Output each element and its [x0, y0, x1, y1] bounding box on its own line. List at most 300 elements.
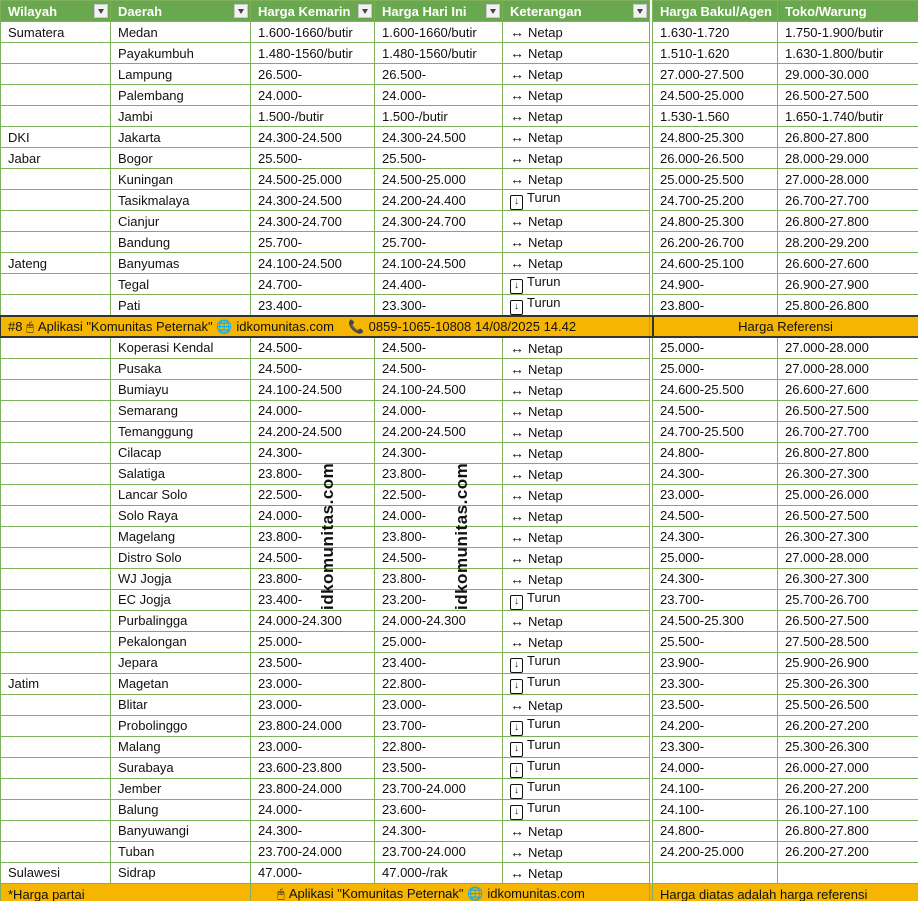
cell-toko-warung: 26.300-27.300	[778, 568, 918, 589]
cell-keterangan	[503, 127, 650, 148]
table-row	[1, 379, 918, 400]
cell-keterangan	[503, 631, 650, 652]
cell-toko-warung: 25.500-26.500	[778, 694, 918, 715]
table-row	[1, 232, 918, 253]
cell-harga-bakul: 25.000-25.500	[653, 169, 778, 190]
keterangan-label: Netap	[528, 109, 563, 124]
cell-daerah: Tuban	[111, 841, 251, 862]
left-right-arrow-icon: ↔	[510, 549, 524, 566]
cell-harga-hari-ini: 23.800-	[375, 526, 503, 547]
left-right-arrow-icon: ↔	[510, 234, 524, 250]
cell-toko-warung: 27.500-28.500	[778, 631, 918, 652]
cell-harga-kemarin: 24.500-	[251, 358, 375, 379]
cell-wilayah	[1, 211, 111, 232]
cell-daerah: Distro Solo	[111, 547, 251, 568]
globe-icon: 🌐	[467, 886, 484, 901]
filter-dropdown-icon[interactable]	[94, 4, 108, 18]
cell-harga-bakul: 24.800-	[653, 442, 778, 463]
cell-toko-warung: 25.000-26.000	[778, 484, 918, 505]
cell-harga-bakul: 24.800-25.300	[653, 127, 778, 148]
left-right-arrow-icon: ↔	[510, 45, 524, 61]
cell-harga-hari-ini: 24.200-24.400	[375, 190, 503, 211]
cell-harga-kemarin: 1.480-1560/butir	[251, 43, 375, 64]
cell-harga-hari-ini: 24.100-24.500	[375, 379, 503, 400]
cell-harga-bakul: 24.200-	[653, 715, 778, 736]
table-row	[1, 22, 918, 43]
cell-toko-warung: 25.900-26.900	[778, 652, 918, 673]
table-row	[1, 295, 918, 317]
left-right-arrow-icon: ↔	[510, 465, 524, 482]
cell-toko-warung: 25.300-26.300	[778, 736, 918, 757]
cell-harga-bakul: 24.600-25.500	[653, 379, 778, 400]
cell-keterangan	[503, 715, 650, 736]
cell-keterangan	[503, 232, 650, 253]
cell-harga-kemarin: 1.600-1660/butir	[251, 22, 375, 43]
cell-harga-bakul: 24.500-25.300	[653, 610, 778, 631]
cell-keterangan	[503, 736, 650, 757]
cell-keterangan	[503, 547, 650, 568]
cell-harga-hari-ini: 23.800-	[375, 568, 503, 589]
left-right-arrow-icon: ↔	[510, 486, 524, 503]
watermark-text: idkomunitas.com	[452, 462, 471, 610]
cell-harga-hari-ini: 22.500-	[375, 484, 503, 505]
cell-harga-kemarin: 23.400-	[251, 589, 375, 610]
cell-harga-hari-ini: 24.100-24.500	[375, 253, 503, 274]
cell-wilayah	[1, 547, 111, 568]
keterangan-label: Netap	[528, 823, 563, 839]
cell-daerah: Solo Raya	[111, 505, 251, 526]
cell-toko-warung: 26.100-27.100	[778, 799, 918, 820]
cell-harga-kemarin: 23.000-	[251, 736, 375, 757]
cell-harga-hari-ini: 24.500-25.000	[375, 169, 503, 190]
cell-daerah: Bumiayu	[111, 379, 251, 400]
cell-harga-kemarin: 24.000-	[251, 799, 375, 820]
cell-harga-bakul	[653, 862, 778, 883]
table-row	[1, 652, 918, 673]
cell-harga-bakul: 25.000-	[653, 547, 778, 568]
cell-harga-kemarin: 25.000-	[251, 631, 375, 652]
cell-toko-warung: 28.200-29.200	[778, 232, 918, 253]
keterangan-label: Netap	[528, 634, 563, 650]
left-right-arrow-icon: ↔	[510, 66, 524, 82]
phone-icon: 📞	[348, 318, 365, 334]
keterangan-label: Netap	[528, 361, 563, 377]
table-row	[1, 799, 918, 820]
header-label: Wilayah	[8, 3, 58, 19]
cell-harga-hari-ini: 24.300-24.700	[375, 211, 503, 232]
cell-harga-hari-ini: 24.300-	[375, 442, 503, 463]
left-right-arrow-icon: ↔	[510, 528, 524, 545]
cell-toko-warung: 27.000-28.000	[778, 358, 918, 379]
keterangan-label: Turun	[527, 799, 561, 815]
footer-website[interactable]: idkomunitas.com	[487, 886, 585, 901]
keterangan-label: Netap	[528, 445, 563, 461]
table-row	[1, 400, 918, 421]
table-row	[1, 43, 918, 64]
cell-keterangan	[503, 505, 650, 526]
cell-harga-hari-ini: 24.500-	[375, 358, 503, 379]
cell-toko-warung: 26.600-27.600	[778, 253, 918, 274]
header-label: Daerah	[118, 3, 163, 19]
cell-harga-kemarin: 24.100-24.500	[251, 253, 375, 274]
cell-toko-warung: 26.500-27.500	[778, 610, 918, 631]
cell-harga-bakul: 24.700-25.200	[653, 190, 778, 211]
cell-daerah: Probolinggo	[111, 715, 251, 736]
cell-harga-bakul: 25.500-	[653, 631, 778, 652]
keterangan-label: Turun	[527, 778, 561, 794]
cell-harga-hari-ini: 24.000-	[375, 400, 503, 421]
cell-keterangan	[503, 400, 650, 421]
cell-harga-bakul: 27.000-27.500	[653, 64, 778, 85]
left-right-arrow-icon: ↔	[510, 633, 524, 650]
cell-daerah: Tegal	[111, 274, 251, 295]
down-arrow-icon: ↓	[510, 595, 523, 610]
cell-harga-bakul: 24.800-	[653, 820, 778, 841]
cell-wilayah	[1, 526, 111, 547]
cell-toko-warung: 1.750-1.900/butir	[778, 22, 918, 43]
cell-harga-hari-ini: 23.600-	[375, 799, 503, 820]
keterangan-label: Turun	[527, 589, 561, 605]
footer-row	[1, 883, 918, 901]
left-right-arrow-icon: ↔	[510, 360, 524, 377]
keterangan-label: Netap	[528, 487, 563, 503]
cell-keterangan	[503, 694, 650, 715]
cell-harga-kemarin: 24.500-	[251, 337, 375, 358]
cell-harga-bakul: 25.000-	[653, 358, 778, 379]
keterangan-label: Netap	[528, 214, 563, 229]
cell-wilayah	[1, 421, 111, 442]
cell-wilayah	[1, 694, 111, 715]
cell-harga-hari-ini: 23.700-	[375, 715, 503, 736]
cell-toko-warung: 26.500-27.500	[778, 505, 918, 526]
cell-daerah: Lancar Solo	[111, 484, 251, 505]
cell-harga-bakul: 24.500-	[653, 505, 778, 526]
cell-keterangan	[503, 526, 650, 547]
watermark-text: idkomunitas.com	[318, 462, 337, 610]
cell-wilayah	[1, 715, 111, 736]
cell-wilayah: Sumatera	[1, 22, 111, 43]
keterangan-label: Netap	[528, 424, 563, 440]
table-row	[1, 673, 918, 694]
header-harga-kemarin	[251, 1, 375, 22]
cell-daerah: EC Jogja	[111, 589, 251, 610]
banner-phone: 0859-1065-10808	[368, 318, 472, 334]
cell-daerah: Tasikmalaya	[111, 190, 251, 211]
table-row	[1, 169, 918, 190]
left-right-arrow-icon: ↔	[510, 129, 524, 145]
cell-harga-bakul: 24.000-	[653, 757, 778, 778]
cell-wilayah	[1, 778, 111, 799]
table-row	[1, 148, 918, 169]
cell-toko-warung	[778, 862, 918, 883]
cell-toko-warung: 26.200-27.200	[778, 715, 918, 736]
cell-harga-bakul: 24.500-25.000	[653, 85, 778, 106]
cell-daerah: Blitar	[111, 694, 251, 715]
table-row	[1, 862, 918, 883]
cell-keterangan	[503, 274, 650, 295]
cell-keterangan	[503, 295, 650, 317]
keterangan-label: Netap	[528, 508, 563, 524]
cell-keterangan	[503, 169, 650, 190]
cell-toko-warung: 25.300-26.300	[778, 673, 918, 694]
table-row	[1, 127, 918, 148]
cell-harga-kemarin: 23.400-	[251, 295, 375, 317]
cell-harga-kemarin: 24.100-24.500	[251, 379, 375, 400]
cell-harga-bakul: 1.630-1.720	[653, 22, 778, 43]
cell-harga-kemarin: 24.000-	[251, 505, 375, 526]
keterangan-label: Netap	[528, 529, 563, 545]
keterangan-label: Netap	[528, 550, 563, 566]
cell-harga-kemarin: 23.000-	[251, 694, 375, 715]
cell-harga-kemarin: 23.800-24.000	[251, 778, 375, 799]
cell-toko-warung: 26.300-27.300	[778, 463, 918, 484]
cell-toko-warung: 26.800-27.800	[778, 211, 918, 232]
cell-harga-kemarin: 22.500-	[251, 484, 375, 505]
cell-keterangan	[503, 22, 650, 43]
cell-harga-hari-ini: 24.500-	[375, 547, 503, 568]
cell-toko-warung: 26.500-27.500	[778, 85, 918, 106]
cell-harga-kemarin: 26.500-	[251, 64, 375, 85]
cell-wilayah	[1, 64, 111, 85]
table-row	[1, 841, 918, 862]
cell-harga-hari-ini: 25.700-	[375, 232, 503, 253]
keterangan-label: Netap	[528, 697, 563, 713]
cell-daerah: Balung	[111, 799, 251, 820]
cell-keterangan	[503, 379, 650, 400]
filter-dropdown-icon[interactable]	[486, 4, 500, 18]
cell-daerah: Palembang	[111, 85, 251, 106]
cell-daerah: Jember	[111, 778, 251, 799]
keterangan-label: Turun	[527, 673, 561, 689]
table-row	[1, 64, 918, 85]
cell-wilayah	[1, 295, 111, 317]
cell-daerah: Surabaya	[111, 757, 251, 778]
cell-harga-hari-ini: 24.300-	[375, 820, 503, 841]
keterangan-label: Netap	[528, 88, 563, 103]
cell-harga-bakul: 24.300-	[653, 526, 778, 547]
cell-keterangan	[503, 337, 650, 358]
cell-harga-kemarin: 23.700-24.000	[251, 841, 375, 862]
table-row	[1, 694, 918, 715]
cell-daerah: Jakarta	[111, 127, 251, 148]
left-right-arrow-icon: ↔	[510, 507, 524, 524]
cell-wilayah	[1, 505, 111, 526]
cell-harga-kemarin: 47.000-	[251, 862, 375, 883]
cell-daerah: Cilacap	[111, 442, 251, 463]
reference-label: Harga Referensi	[653, 316, 918, 337]
left-right-arrow-icon: ↔	[510, 444, 524, 461]
table-row	[1, 778, 918, 799]
cell-harga-kemarin: 24.300-	[251, 442, 375, 463]
cell-keterangan	[503, 85, 650, 106]
keterangan-label: Netap	[528, 340, 563, 356]
cell-harga-bakul: 23.300-	[653, 736, 778, 757]
cell-harga-hari-ini: 23.700-24.000	[375, 778, 503, 799]
cell-harga-bakul: 23.000-	[653, 484, 778, 505]
left-right-arrow-icon: ↔	[510, 864, 524, 881]
cell-daerah: Magelang	[111, 526, 251, 547]
cell-harga-bakul: 24.100-	[653, 778, 778, 799]
down-arrow-icon: ↓	[510, 658, 523, 673]
cell-wilayah	[1, 820, 111, 841]
cell-wilayah: Jatim	[1, 673, 111, 694]
cell-keterangan	[503, 589, 650, 610]
cell-harga-kemarin: 23.800-	[251, 568, 375, 589]
cell-wilayah	[1, 841, 111, 862]
cell-keterangan	[503, 568, 650, 589]
cell-harga-hari-ini: 23.400-	[375, 652, 503, 673]
header-label: Toko/Warung	[785, 3, 867, 19]
left-right-arrow-icon: ↔	[510, 213, 524, 229]
keterangan-label: Turun	[527, 652, 561, 668]
cell-keterangan	[503, 463, 650, 484]
cell-wilayah	[1, 484, 111, 505]
cell-daerah: Lampung	[111, 64, 251, 85]
header-toko-warung	[778, 1, 918, 22]
table-row	[1, 253, 918, 274]
table-row	[1, 736, 918, 757]
cell-harga-hari-ini: 23.300-	[375, 295, 503, 317]
keterangan-label: Turun	[527, 736, 561, 752]
keterangan-label: Netap	[528, 403, 563, 419]
header-label: Harga Bakul/Agen	[660, 3, 772, 19]
cell-keterangan	[503, 253, 650, 274]
cell-harga-hari-ini: 24.000-	[375, 505, 503, 526]
header-keterangan	[503, 1, 650, 22]
cell-harga-bakul: 23.500-	[653, 694, 778, 715]
cell-harga-kemarin: 24.000-	[251, 85, 375, 106]
left-right-arrow-icon: ↔	[510, 843, 524, 860]
cell-harga-bakul: 24.600-25.100	[653, 253, 778, 274]
cell-keterangan	[503, 358, 650, 379]
keterangan-label: Netap	[528, 46, 563, 61]
keterangan-label: Netap	[528, 571, 563, 587]
cell-harga-bakul: 26.200-26.700	[653, 232, 778, 253]
cell-wilayah	[1, 337, 111, 358]
cell-daerah: Medan	[111, 22, 251, 43]
cell-wilayah	[1, 442, 111, 463]
keterangan-label: Netap	[528, 466, 563, 482]
down-arrow-icon: ↓	[510, 679, 523, 694]
cell-harga-kemarin: 24.300-	[251, 820, 375, 841]
left-right-arrow-icon: ↔	[510, 150, 524, 166]
left-right-arrow-icon: ↔	[510, 87, 524, 103]
cell-keterangan	[503, 862, 650, 883]
left-right-arrow-icon: ↔	[510, 696, 524, 713]
filter-dropdown-icon[interactable]	[633, 4, 647, 18]
down-arrow-icon: ↓	[510, 763, 523, 778]
cell-wilayah	[1, 757, 111, 778]
cell-wilayah	[1, 274, 111, 295]
keterangan-label: Netap	[528, 235, 563, 250]
cell-daerah: Malang	[111, 736, 251, 757]
cell-daerah: Payakumbuh	[111, 43, 251, 64]
cell-harga-kemarin: 1.500-/butir	[251, 106, 375, 127]
header-wilayah	[1, 1, 111, 22]
left-right-arrow-icon: ↔	[510, 24, 524, 40]
keterangan-label: Netap	[528, 613, 563, 629]
down-arrow-icon: ↓	[510, 784, 523, 799]
calculator-icon: 🖰	[277, 886, 285, 901]
cell-harga-kemarin: 23.600-23.800	[251, 757, 375, 778]
filter-dropdown-icon[interactable]	[358, 4, 372, 18]
cell-wilayah: Sulawesi	[1, 862, 111, 883]
cell-wilayah	[1, 463, 111, 484]
cell-harga-kemarin: 24.200-24.500	[251, 421, 375, 442]
cell-keterangan	[503, 820, 650, 841]
keterangan-label: Turun	[527, 715, 561, 731]
cell-wilayah	[1, 799, 111, 820]
cell-daerah: Salatiga	[111, 463, 251, 484]
cell-wilayah: Jabar	[1, 148, 111, 169]
filter-dropdown-icon[interactable]	[234, 4, 248, 18]
cell-keterangan	[503, 652, 650, 673]
cell-harga-kemarin: 24.700-	[251, 274, 375, 295]
left-right-arrow-icon: ↔	[510, 171, 524, 187]
cell-harga-kemarin: 24.300-24.700	[251, 211, 375, 232]
down-arrow-icon: ↓	[510, 721, 523, 736]
cell-harga-bakul: 1.510-1.620	[653, 43, 778, 64]
table-row	[1, 274, 918, 295]
cell-harga-kemarin: 24.000-24.300	[251, 610, 375, 631]
cell-harga-bakul: 24.200-25.000	[653, 841, 778, 862]
table-row	[1, 421, 918, 442]
cell-wilayah	[1, 736, 111, 757]
cell-daerah: Temanggung	[111, 421, 251, 442]
banner-number: #8	[8, 318, 23, 334]
banner-website[interactable]: idkomunitas.com	[236, 318, 334, 334]
cell-wilayah	[1, 631, 111, 652]
cell-wilayah: Jateng	[1, 253, 111, 274]
cell-wilayah	[1, 379, 111, 400]
keterangan-label: Netap	[528, 865, 563, 881]
cell-harga-hari-ini: 24.200-24.500	[375, 421, 503, 442]
cell-harga-kemarin: 23.800-24.000	[251, 715, 375, 736]
cell-daerah: Banyuwangi	[111, 820, 251, 841]
cell-toko-warung: 26.200-27.200	[778, 778, 918, 799]
cell-wilayah	[1, 106, 111, 127]
calculator-icon: 🖰	[26, 318, 34, 334]
cell-harga-bakul: 23.700-	[653, 589, 778, 610]
cell-harga-kemarin: 24.000-	[251, 400, 375, 421]
left-right-arrow-icon: ↔	[510, 339, 524, 356]
table-row	[1, 337, 918, 358]
cell-toko-warung: 26.900-27.900	[778, 274, 918, 295]
cell-harga-bakul: 23.800-	[653, 295, 778, 317]
table-row	[1, 106, 918, 127]
cell-daerah: Magetan	[111, 673, 251, 694]
cell-harga-hari-ini: 23.200-	[375, 589, 503, 610]
keterangan-label: Turun	[527, 190, 561, 205]
table-row	[1, 358, 918, 379]
globe-icon: 🌐	[216, 318, 233, 334]
cell-wilayah	[1, 43, 111, 64]
cell-toko-warung: 25.700-26.700	[778, 589, 918, 610]
cell-harga-kemarin: 23.800-	[251, 526, 375, 547]
cell-harga-kemarin: 24.500-	[251, 547, 375, 568]
cell-toko-warung: 27.000-28.000	[778, 547, 918, 568]
cell-wilayah	[1, 589, 111, 610]
footer-app-label: Aplikasi "Komunitas Peternak"	[288, 886, 464, 901]
table-row	[1, 85, 918, 106]
footer-app-info	[251, 883, 650, 901]
left-right-arrow-icon: ↔	[510, 570, 524, 587]
cell-daerah: Kuningan	[111, 169, 251, 190]
cell-harga-hari-ini: 23.500-	[375, 757, 503, 778]
keterangan-label: Turun	[527, 274, 561, 289]
cell-toko-warung: 26.500-27.500	[778, 400, 918, 421]
cell-harga-hari-ini: 22.800-	[375, 673, 503, 694]
